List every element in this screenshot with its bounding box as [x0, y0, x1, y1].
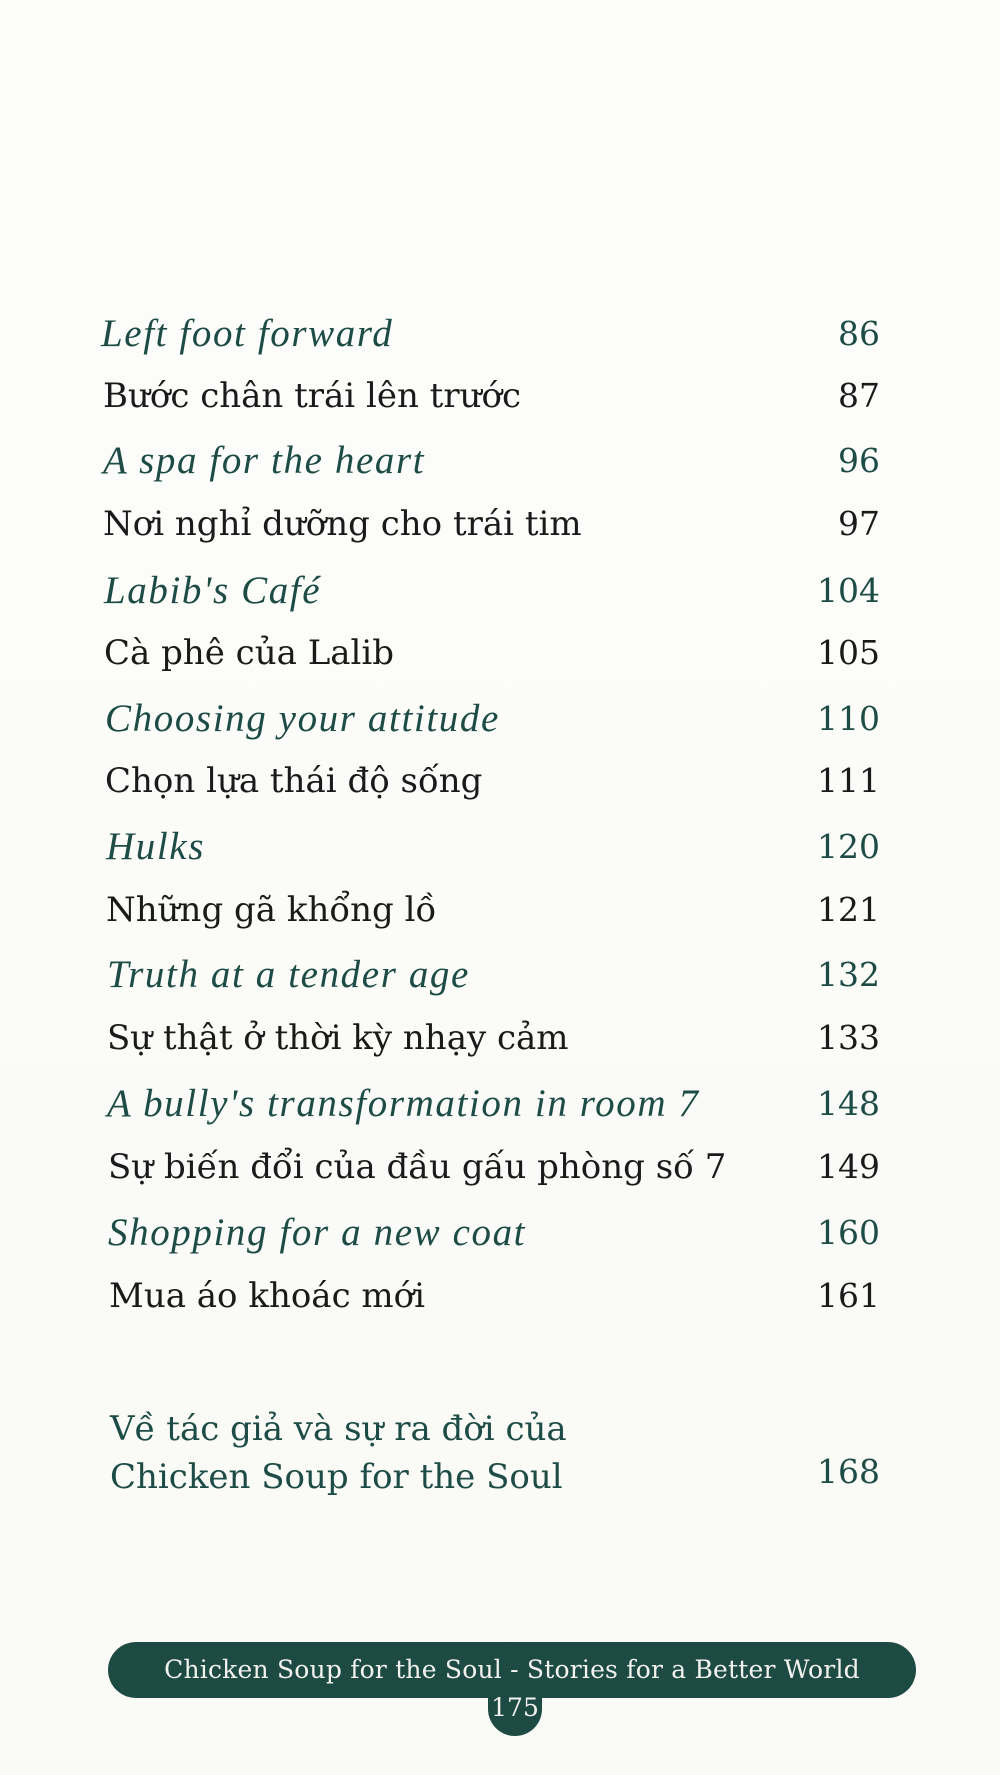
toc-entry-title: Left foot forward	[101, 312, 394, 355]
toc-entry	[0, 890, 1000, 930]
toc-entry-title: A bully's transformation in room 7	[107, 1082, 700, 1125]
toc-entry-title: A spa for the heart	[103, 439, 426, 482]
toc-entry-title: Chọn lựa thái độ sống	[105, 761, 483, 801]
toc-entry-title: Sự biến đổi của đầu gấu phòng số 7	[108, 1147, 727, 1187]
toc-entry-title: Choosing your attitude	[105, 697, 500, 740]
toc-entry-page: 160	[817, 1213, 880, 1252]
toc-entry-page: 110	[817, 699, 880, 738]
toc-entry-page: 120	[817, 827, 880, 866]
toc-entry-page: 87	[838, 376, 880, 415]
toc-entry-title: Hulks	[106, 825, 205, 868]
toc-entry	[0, 569, 1000, 612]
toc-entry-page: 111	[817, 761, 880, 800]
toc-entry	[0, 1211, 1000, 1254]
toc-entry	[0, 697, 1000, 740]
toc-entry	[0, 953, 1000, 996]
toc-entry-page: 161	[817, 1276, 880, 1315]
toc-final-entry-line-2: Chicken Soup for the Soul	[110, 1457, 563, 1497]
toc-entry-title: Nơi nghỉ dưỡng cho trái tim	[103, 504, 582, 544]
toc-entry-title: Mua áo khoác mới	[109, 1276, 426, 1316]
toc-entry	[0, 312, 1000, 355]
toc-entry-page: 86	[838, 314, 880, 353]
toc-entry	[0, 1082, 1000, 1125]
toc-entry-title: Những gã khổng lồ	[106, 890, 437, 930]
toc-entry	[0, 504, 1000, 544]
toc-entry-page: 121	[817, 890, 880, 929]
toc-entry-page: 133	[817, 1018, 880, 1057]
toc-entry-title: Cà phê của Lalib	[104, 633, 395, 673]
toc-entry-page: 105	[817, 633, 880, 672]
toc-entry	[0, 825, 1000, 868]
toc-entry	[0, 1147, 1000, 1187]
toc-entry-page: 97	[838, 504, 880, 543]
toc-entry	[0, 1276, 1000, 1316]
toc-entry	[0, 376, 1000, 416]
toc-entry	[0, 761, 1000, 801]
footer-series-banner: Chicken Soup for the Soul - Stories for a Better World	[108, 1642, 916, 1698]
toc-entry-title: Shopping for a new coat	[108, 1211, 527, 1254]
toc-entry	[0, 439, 1000, 482]
toc-entry-title: Truth at a tender age	[107, 953, 470, 996]
toc-entry-title: Bước chân trái lên trước	[103, 376, 522, 416]
toc-entry-page: 132	[817, 955, 880, 994]
footer-page-number: 175	[488, 1686, 542, 1736]
toc-entry	[0, 633, 1000, 673]
toc-final-entry-line-1: Về tác giả và sự ra đời của	[110, 1409, 567, 1449]
toc-entry-page: 96	[838, 441, 880, 480]
toc-entry-title: Sự thật ở thời kỳ nhạy cảm	[107, 1018, 569, 1058]
toc-final-entry-title	[110, 1405, 567, 1501]
toc-entry-title: Labib's Café	[104, 569, 322, 612]
toc-entry-page: 149	[817, 1147, 880, 1186]
toc-entry	[0, 1018, 1000, 1058]
toc-final-entry-page: 168	[817, 1452, 880, 1491]
toc-entry-page: 148	[817, 1084, 880, 1123]
toc-entry-page: 104	[817, 571, 880, 610]
